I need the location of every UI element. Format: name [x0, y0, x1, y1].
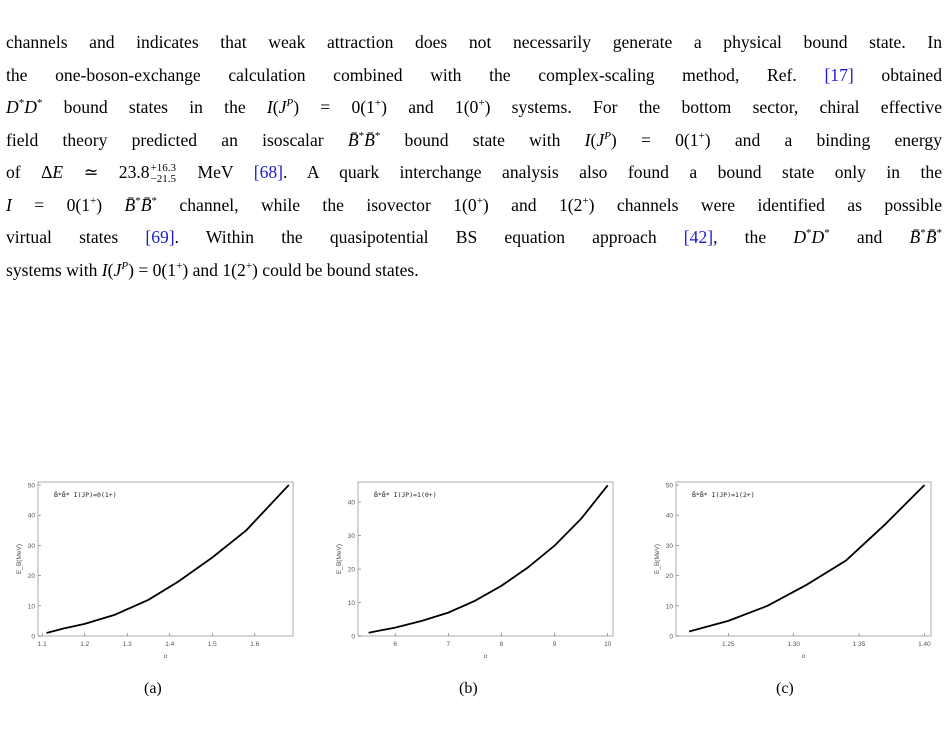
- x-tick-label: 9: [552, 641, 557, 648]
- y-tick-label: 20: [27, 573, 35, 581]
- chart-title: B̄*B̄* I(JP)=1(0+): [374, 491, 437, 499]
- x-tick-label: 1.4: [165, 641, 175, 648]
- y-tick-label: 0: [669, 633, 673, 641]
- citation-link[interactable]: [68]: [253, 162, 284, 182]
- y-tick-label: 30: [665, 542, 673, 550]
- subfigure-label: (c): [776, 680, 794, 697]
- y-tick-label: 30: [347, 533, 355, 541]
- x-axis-label: α: [483, 652, 488, 660]
- chart-panel-b: [328, 474, 618, 664]
- body-paragraph: [6, 26, 942, 286]
- line-chart: [8, 474, 298, 664]
- text-line: channels and indicates that weak attraction does not necessarily generate a physical bound state. In: [6, 32, 942, 52]
- text-line: of ΔE ≃ 23.8 +16.3 −21.5 MeV [68]. A quark interchange analysis also found a bound state only in the: [6, 161, 943, 185]
- chart-title: B̄*B̄* I(JP)=1(2+): [692, 491, 755, 499]
- x-tick-label: 1.25: [721, 641, 735, 648]
- y-axis-label: E_B(MeV): [336, 544, 343, 574]
- text-line: virtual states [69]. Within the quasipotential BS equation approach [42], the D*D* and B̄*B̄*: [6, 227, 942, 247]
- y-axis-label: E_B(MeV): [16, 544, 23, 574]
- x-axis-label: α: [163, 652, 168, 660]
- y-tick-label: 20: [347, 566, 355, 574]
- y-tick-label: 40: [665, 512, 673, 520]
- y-tick-label: 0: [351, 633, 355, 641]
- x-tick-label: 6: [393, 641, 397, 648]
- x-tick-label: 1.2: [80, 641, 90, 648]
- y-tick-label: 50: [27, 482, 35, 490]
- text-line: I = 0(1+) B̄*B̄* channel, while the isovector 1(0+) and 1(2+) channels were identified as possible: [6, 194, 943, 215]
- x-tick-label: 10: [604, 641, 612, 648]
- y-tick-label: 50: [665, 482, 673, 490]
- y-tick-label: 30: [27, 542, 35, 550]
- x-tick-label: 1.5: [207, 641, 217, 648]
- subfigure-label: (b): [459, 680, 478, 697]
- text-line: field theory predicted an isoscalar B̄*B̄* bound state with $I(J^P) = 0(1^+)$ and a binding energy: [6, 129, 942, 150]
- citation-link[interactable]: [17]: [824, 64, 854, 85]
- x-tick-label: 1.30: [787, 641, 801, 648]
- series-line: [689, 485, 924, 632]
- x-tick-label: 1.35: [852, 641, 866, 648]
- x-axis-label: α: [801, 652, 806, 660]
- x-tick-label: 8: [499, 641, 504, 648]
- text-line: D*D* bound states in the $I(J^P) = 0(1^+)$ and 1(0+) systems. For the bottom sector, chiral effective: [6, 97, 943, 117]
- y-tick-label: 20: [665, 573, 673, 581]
- citation-link[interactable]: [69]: [145, 227, 175, 247]
- y-tick-label: 40: [347, 499, 355, 507]
- y-tick-label: 10: [27, 603, 35, 611]
- line-chart: [646, 474, 936, 664]
- series-line: [369, 485, 608, 632]
- x-tick-label: 1.40: [918, 641, 931, 648]
- text-line: systems with $I(J^P) = 0(1^+)$ and 1(2+) could be bound states.: [6, 259, 419, 280]
- text-line: the one-boson-exchange calculation combined with the complex-scaling method, Ref. [17] obtained: [6, 64, 942, 85]
- subfigure-label: (a): [144, 680, 162, 697]
- plot-frame: [358, 482, 613, 636]
- x-tick-label: 1.6: [250, 641, 260, 648]
- line-chart: [328, 474, 618, 664]
- chart-panel-c: [646, 474, 936, 664]
- plot-frame: [676, 482, 931, 636]
- chart-title: B̄*B̄* I(JP)=0(1+): [54, 491, 117, 499]
- citation-link[interactable]: [42]: [683, 227, 714, 247]
- plot-frame: [38, 482, 293, 636]
- series-line: [47, 485, 289, 633]
- x-tick-label: 1.1: [37, 641, 47, 648]
- y-tick-label: 40: [27, 512, 35, 520]
- chart-panel-a: [8, 474, 298, 664]
- y-tick-label: 10: [347, 600, 355, 608]
- y-axis-label: E_B(MeV): [654, 544, 661, 574]
- x-tick-label: 7: [446, 641, 451, 648]
- y-tick-label: 0: [31, 633, 35, 641]
- y-tick-label: 10: [665, 603, 673, 611]
- x-tick-label: 1.3: [122, 641, 132, 648]
